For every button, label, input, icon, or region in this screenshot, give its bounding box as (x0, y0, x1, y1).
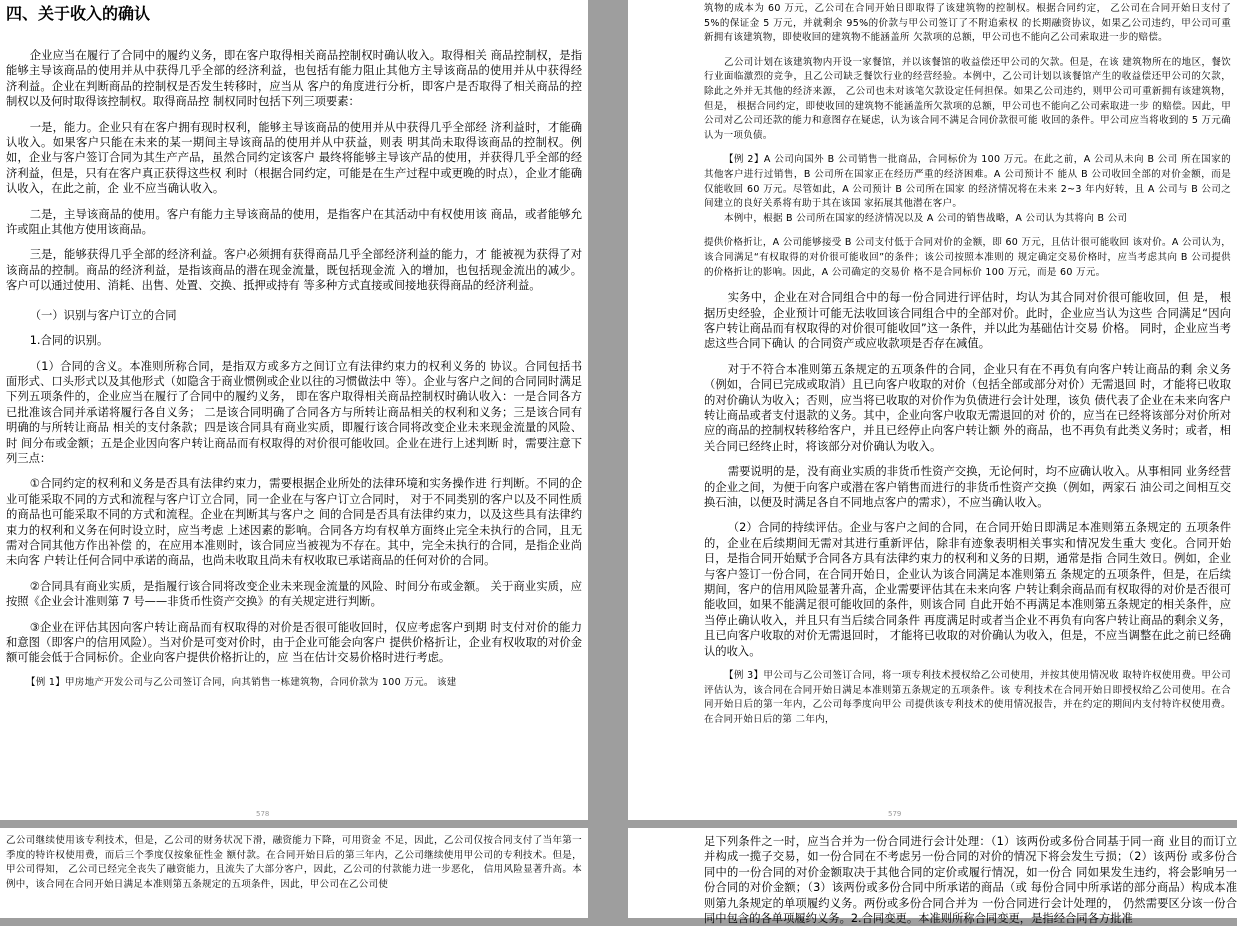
document-page-right (628, 0, 1237, 820)
document-page-bottom-left (0, 828, 588, 918)
document-page-bottom-right (628, 828, 1237, 926)
example-paragraph: 乙公司继续使用该专利技术，但是，乙公司的财务状况下滑，融资能力下降，可用资金 不足，因此，乙公司仅按合同支付了当年第一季度的特许权使用费，而后三个季度仅按象征性金 额付款。在合同开始日后的第三年内，乙公司继续使用甲公司的专利技术。但是，甲公司得知， 乙公司已经完全丧失了融资能力，且流失了大部分客户，因此，乙公司的付款能力进一步恶化， 信用风险显著升高。本例中，该合同在合同开始日满足本准则第五条规定的五项条件，因此，甲公司在乙公司使 (6, 835, 582, 890)
example-paragraph: 【例 1】甲房地产开发公司与乙公司签订合同，向其销售一栋建筑物，合同价款为 100 万元。 该建 (25, 676, 457, 688)
paragraph: （1）合同的含义。本准则所称合同，是指双方或多方之间订立有法律约束力的权利义务的 协议。合同包括书面形式、口头形式以及其他形式（如隐含于商业惯例或企业以往的习惯做法中 等）。企业与客户之间的合同同时满足下列五项条件的，企业应当在履行了合同中的履约义务， 即在客户取得相关商品控制权时确认收入：一是合同各方已批准该合同并承诺将履行各自义务； 二是该合同明确了合同各方与所转让商品相关的权利和义务；三是该合同有明确的与所转让商品 相关的支付条款；四是该合同具有商业实质，即履行该合同将改变企业未来现金流量的风险、时 间分布或金额；五是企业因向客户转让商品而有权取得的对价很可能收回。企业在进行上述判断 时，需要注意下列三点： (6, 359, 582, 465)
page-number: 579 (888, 810, 902, 818)
example-paragraph: 【例 3】甲公司与乙公司签订合同，将一项专利技术授权给乙公司使用，并按其使用情况收 取特许权使用费。甲公司评估认为，该合同在合同开始日满足本准则第五条规定的五项条件。该 专利技术在合同开始日即授权给乙公司使用。在合同开始日后的第一年内，乙公司每季度向甲公 司提供该专利技术的使用情况报告，并在约定的期间内支付特许权使用费。在合同开始日后的第 二年内， (704, 670, 1231, 725)
paragraph: ③企业在评估其因向客户转让商品而有权取得的对价是否很可能收回时，仅应考虑客户到期 时支付对价的能力和意图（即客户的信用风险）。当对价是可变对价时，由于企业可能会向客户 提供价格折让，企业有权收取的对价金额可能会低于合同标价。企业向客户提供价格折让的，应 当在估计交易价格时进行考虑。 (6, 620, 582, 665)
paragraph: 一是，能力。企业只有在客户拥有现时权利，能够主导该商品的使用并从中获得几乎全部经 济利益时，才能确认收入。如果客户只能在未来的某一期间主导该商品的使用并从中获益，则表 明其尚未取得该商品的控制权。例如，企业与客户签订合同为其生产产品，虽然合同约定该客户 最终将能够主导该产品的使用，并获得几乎全部的经济利益，但是，只有在客户真正获得这些权 利时（根据合同约定，可能是在生产过程中或更晚的时点），企业才能确认收入，在此之前，企 业不应当确认收入。 (6, 120, 582, 196)
example-paragraph: 本例中，根据 B 公司所在国家的经济情况以及 A 公司的销售战略，A 公司认为其将向 B 公司 (723, 212, 1128, 224)
paragraph: 足下列条件之一时，应当合并为一份合同进行会计处理：（1）该两份或多份合同基于同一商 业目的而订立并构成一揽子交易，如一份合同在不考虑另一份合同的对价的情况下将会发生亏损；（2）该两份 或多份合同中的一份合同的对价金额取决于其他合同的定价或履行情况，如一份合 同如果发生违约，将会影响另一份合同的对价金额；（3）该两份或多份合同中所承诺的商品（或 每份合同中所承诺的部分商品）构成本准则第九条规定的单项履约义务。两份或多份合同合并为 一份合同进行会计处理的， 仍然需要区分该一份合同中包含的各单项履约义务。2.合同变更。本准则所称合同变更，是指经合同各方批准 (704, 835, 1237, 926)
paragraph: ②合同具有商业实质，是指履行该合同将改变企业未来现金流量的风险、时间分布或金额。 关于商业实质，应按照《企业会计准则第 7 号——非货币性资产交换》的有关规定进行判断。 (6, 579, 582, 609)
paragraph: （2）合同的持续评估。企业与客户之间的合同，在合同开始日即满足本准则第五条规定的 五项条件的，企业在后续期间无需对其进行重新评估，除非有迹象表明相关事实和情况发生重大 变化。合同开始日，是指合同开始赋予合同各方具有法律约束力的权利和义务的日期，通常是指 合同生效日。例如，企业与客户签订一份合同，在合同开始日，企业认为该合同满足本准则第五 条规定的五项条件，但是，在后续期间，客户的信用风险显著升高，企业需要评估其在未来向客 户转让剩余商品而有权取得的对价是否很可能收回，如果不能满足很可能收回的条件，则该合同 自此开始不再满足本准则第五条规定的相关条件，应当停止确认收入，并且只有当后续合同条件 再度满足时或者当企业不再负有向客户转让商品的剩余义务，且已向客户收取的对价无需退回时， 才能将已收取的对价确认为收入，但是，不应当调整在此之前已经确认的收入。 (704, 521, 1231, 658)
paragraph: 对于不符合本准则第五条规定的五项条件的合同，企业只有在不再负有向客户转让商品的剩 余义务（例如，合同已完成或取消）且已向客户收取的对价（包括全部或部分对价）无需退回 时，才能将已收取的对价确认为收入；否则，应当将已收取的对价作为负债进行会计处理，该负 债代表了企业在未来向客户转让商品或者支付退款的义务。其中，企业向客户收取无需退回的对 价的，应当在已经将该部分对价所对应的商品的控制权转移给客户，并且已经停止向客户转让额 外的商品，也不再负有此类义务时；或者，相关合同已经终止时，将该部分对价确认为收入。 (704, 362, 1231, 453)
example-paragraph: 【例 2】A 公司向国外 B 公司销售一批商品，合同标价为 100 万元。在此之前，A 公司从未向 B 公司 所在国家的其他客户进行过销售，B 公司所在国家正在经历严重的经济困难。A 公司预计不 能从 B 公司收回全部的对价金额，而是仅能收回 60 万元。尽管如此，A 公司预计 B 公司所在国家 的经济情况将在未来 2~3 年内好转，且 A 公司与 B 公司之间建立的良好关系将有助于其在该国 家拓展其他潜在客户。 (704, 154, 1231, 210)
example-paragraph: 乙公司计划在该建筑物内开设一家餐馆，并以该餐馆的收益偿还甲公司的欠款。但是，在该 建筑物所在的地区，餐饮行业面临激烈的竞争，且乙公司缺乏餐饮行业的经营经验。本例中，乙公司计划以该餐馆产生的收益偿还甲公司的欠款，除此之外并无其他的经济来源， 乙公司也未对该笔欠款设定任何担保。如果乙公司违约，则甲公司可重新拥有该建筑物，但是， 根据合同约定，即使收回的建筑物不能涵盖所欠款项的总额，甲公司也不能向乙公司索取进一步 的赔偿。因此，甲公司对乙公司还款的能力和意图存在疑虑，认为该合同不满足合同价款很可能 收回的条件。甲公司应当将收到的 5 万元确认为一项负债。 (704, 56, 1231, 141)
example-paragraph: 筑物的成本为 60 万元，乙公司在合同开始日即取得了该建筑物的控制权。根据合同约定， 乙公司在合同开始日支付了 5%的保证金 5 万元，并就剩余 95%的价款与甲公司签订了不附追索权 的长期融资协议，如果乙公司违约，甲公司可重新拥有该建筑物，即使收回的建筑物不能涵盖所 欠款项的总额，甲公司也不能向乙公司索取进一步的赔偿。 (704, 3, 1231, 44)
subheading: （一）识别与客户订立的合同 (29, 308, 177, 322)
page-number: 578 (256, 810, 270, 818)
paragraph: 实务中，企业在对合同组合中的每一份合同进行评估时，均认为其合同对价很可能收回，但 是， 根据历史经验，企业预计可能无法收回该合同组合中的全部对价。此时，企业应当认为这些 合同满足“因向客户转让商品而有权取得的对价很可能收回”这一条件，并以此为基础估计交易 价格。 同时，企业应当考虑这些合同下确认 的合同资产或应收款项是否存在减值。 (704, 291, 1231, 351)
paragraph: 二是，主导该商品的使用。客户有能力主导该商品的使用，是指客户在其活动中有权使用该 商品，或者能够允许或阻止其他方使用该商品。 (6, 207, 582, 237)
paragraph: 企业应当在履行了合同中的履约义务，即在客户取得相关商品控制权时确认收入。取得相关 商品控制权，是指能够主导该商品的使用并从中获得几乎全部的经济利益，也包括有能力阻止其他方主导该商品的使用并从中获得经济利益。企业在判断商品的控制权是否发生转移时，应当从 客户的角度进行分析，即客户是否取得了相关商品的控制权以及何时取得该控制权。取得商品控 制权同时包括下列三项要素： (6, 49, 582, 109)
example-paragraph: 提供价格折让，A 公司能够接受 B 公司支付低于合同对价的金额，即 60 万元，且估计很可能收回 该对价。A 公司认为，该合同满足“有权取得的对价很可能收回”的条件；该公司按照本准则的 规定确定交易价格时，应当考虑其向 B 公司提供的价格折让的影响。因此，A 公司确定的交易价 格不是合同标价 100 万元，而是 60 万元。 (704, 237, 1231, 278)
paragraph: 三是，能够获得几乎全部的经济利益。客户必须拥有获得商品几乎全部经济利益的能力，才 能被视为获得了对该商品的控制。商品的经济利益，是指该商品的潜在现金流量，既包括现金流 入的增加，也包括现金流出的减少。客户可以通过使用、消耗、出售、处置、交换、抵押或持有 等多种方式直接或间接地获得商品的经济利益。 (6, 248, 582, 293)
paragraph: ①合同约定的权利和义务是否具有法律约束力，需要根据企业所处的法律环境和实务操作进 行判断。不同的企业可能采取不同的方式和流程与客户订立合同，同一企业在与客户订立合同时， 对于不同类别的客户以及不同性质的商品也可能采取不同的方式和流程。企业在判断其与客户之 间的合同是否具有法律约束力，以及这些具有法律约束力的权利和义务在何时设立时，应当考虑 上述因素的影响。合同各方均有权单方面终止完全未执行的合同，且无需对合同其他方作出补偿 的，在应用本准则时，该合同应当被视为不存在。其中，完全未执行的合同，是指企业尚未向客 户转让任何合同中承诺的商品，也尚未收取且尚未有权收取已承诺商品的任何对价的合同。 (6, 477, 582, 568)
section-heading: 四、关于收入的确认 (6, 4, 151, 23)
paragraph: 需要说明的是，没有商业实质的非货币性资产交换，无论何时，均不应确认收入。从事相同 业务经营的企业之间，为便于向客户或潜在客户销售而进行的非货币性资产交换（例如，两家石 油公司之间相互交换石油，以便及时满足各自不同地点客户的需求），不应当确认收入。 (704, 465, 1231, 509)
subheading: 1.合同的识别。 (29, 334, 109, 348)
document-page-left (0, 0, 588, 820)
